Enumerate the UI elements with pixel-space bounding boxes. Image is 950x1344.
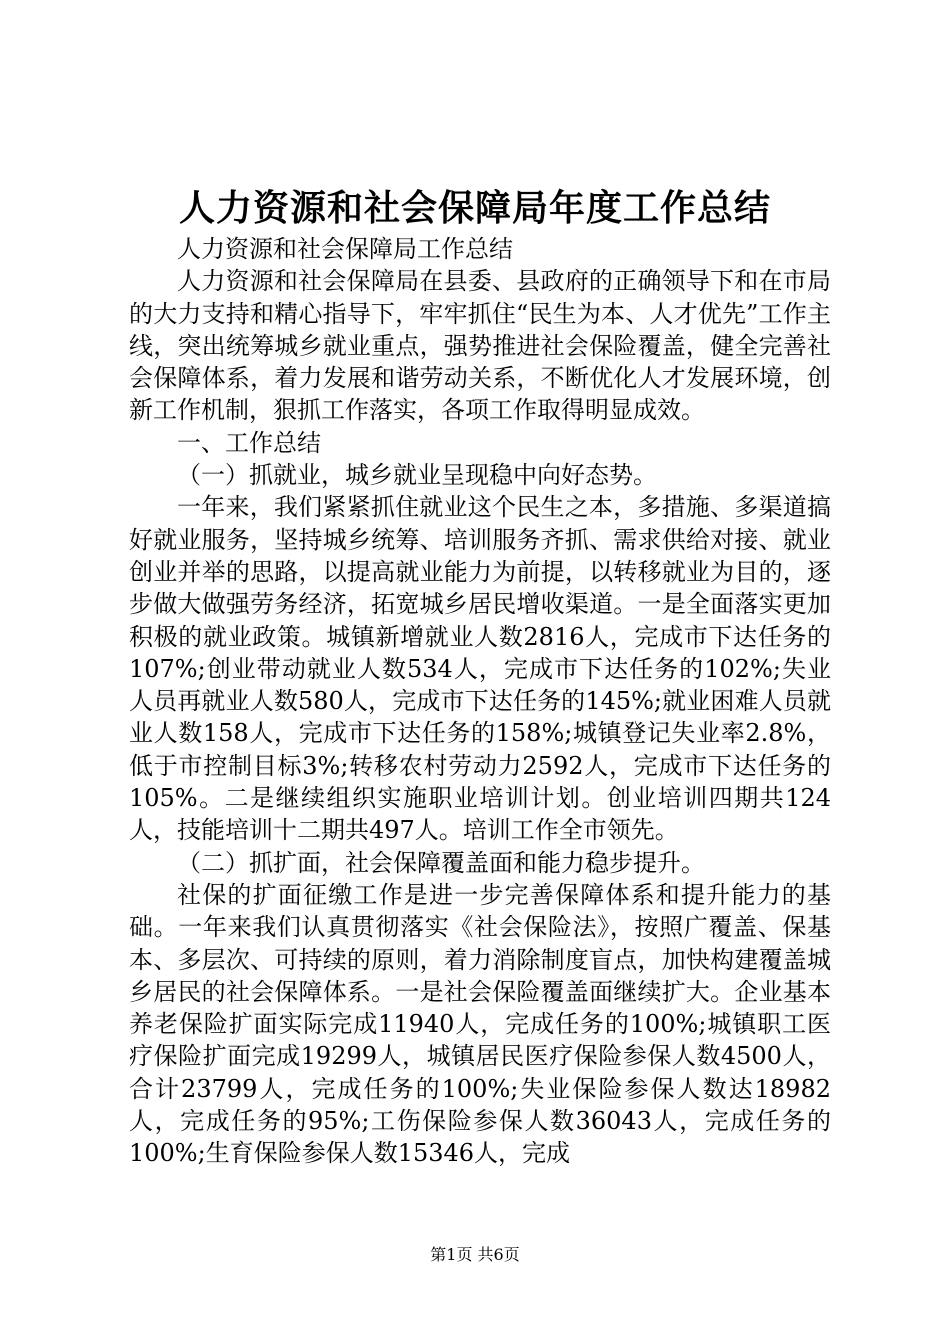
subsection-heading: （一）抓就业，城乡就业呈现稳中向好态势。 [177, 461, 657, 490]
paragraph-employment: 一年来，我们紧紧抓住就业这个民生之本，多措施、多渠道搞好就业服务，坚持城乡统筹、培训服务齐抓、需求供给对接、就业创业并举的思路，以提高就业能力为前提，以转移就业为目的，逐步做大做强劳务经济，拓宽城乡居民增收渠道。一是全面落实更加积极的就业政策。城镇新增就业人数2816人，完成市下达任务的107%;创业带动就业人数534人，完成市下达任务的102%;失业人员再就业人数580人，完成市下达任务的145%;就业困难人员就业人数158人，完成市下达任务的158%;城镇登记失业率2.8%，低于市控制目标3%;转移农村劳动力2592人，完成市下达任务的105%。二是继续组织实施职业培训计划。创业培训四期共124人，技能培训十二期共497人。培训工作全市领先。 [129, 493, 831, 845]
page-number-footer: 第1页 共6页 [430, 1245, 520, 1264]
paragraph-social-insurance: 社保的扩面征缴工作是进一步完善保障体系和提升能力的基础。一年来我们认真贯彻落实《社会保险法》，按照广覆盖、保基本、多层次、可持续的原则，着力消除制度盲点，加快构建覆盖城乡居民的社会保障体系。一是社会保险覆盖面继续扩大。企业基本养老保险扩面实际完成11940人，完成任务的100%;城镇职工医疗保险扩面完成19299人，城镇居民医疗保险参保人数4500人，合计23799人，完成任务的100%;失业保险参保人数达18982人，完成任务的95%;工伤保险参保人数36043人，完成任务的100%;生育保险参保人数15346人，完成 [129, 880, 831, 1168]
section-heading: 一、工作总结 [177, 428, 321, 457]
paragraph-intro: 人力资源和社会保障局在县委、县政府的正确领导下和在市局的大力支持和精心指导下，牢牢抓住“民生为本、人才优先”工作主线，突出统筹城乡就业重点，强势推进社会保险覆盖，健全完善社会保障体系，着力发展和谐劳动关系，不断优化人才发展环境，创新工作机制，狠抓工作落实，各项工作取得明显成效。 [129, 267, 831, 425]
document-body [129, 233, 831, 1170]
paragraph-subtitle: 人力资源和社会保障局工作总结 [177, 235, 513, 263]
document-title: 人力资源和社会保障局年度工作总结 [178, 187, 771, 229]
subsection-heading: （二）抓扩面，社会保障覆盖面和能力稳步提升。 [177, 848, 705, 877]
